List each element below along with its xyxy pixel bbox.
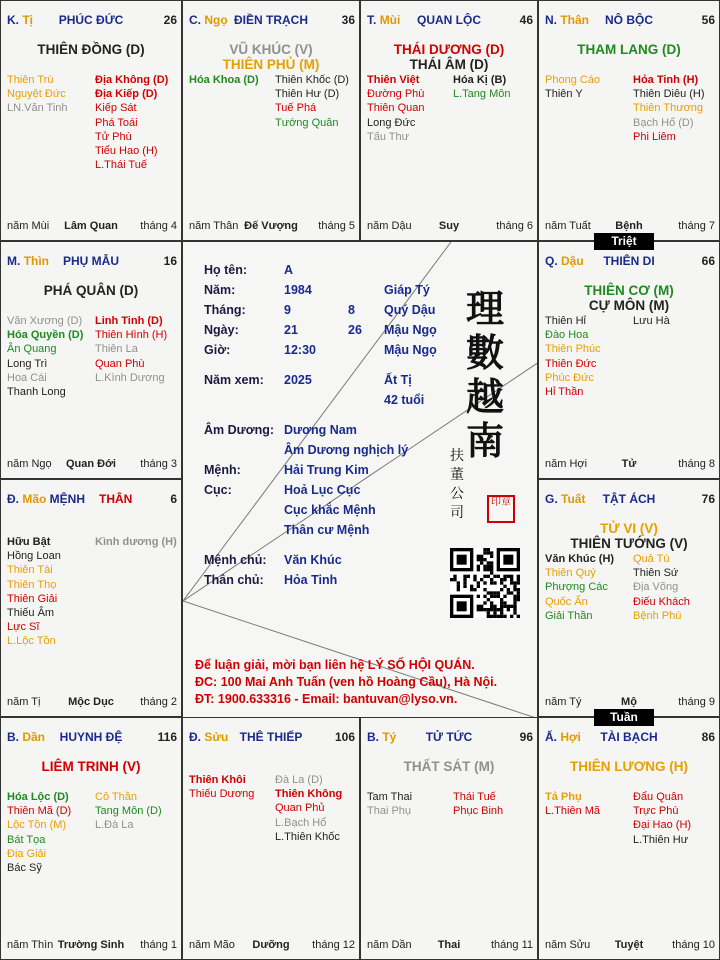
palace-name: THIÊN DI [603, 254, 655, 268]
major-star: THÁI DƯƠNG (D) [393, 42, 505, 57]
minor-star: Hóa Khoa (D) [189, 74, 259, 86]
palace-header [1, 13, 181, 29]
palace-cell[interactable] [182, 0, 360, 241]
calligraphy-small-text: 扶 董 公 司 [450, 448, 464, 521]
footer-year: năm Dậu [367, 220, 412, 232]
major-star: CỰ MÔN (M) [588, 298, 670, 313]
palace-footer [1, 696, 181, 710]
footer-year: năm Tị [7, 696, 41, 708]
minor-star: Thiên Hình (H) [95, 329, 168, 342]
minor-star: Đẩu Quân [633, 791, 684, 803]
minor-star: Lưu Hà [633, 315, 670, 327]
minor-star: Quả Tú [633, 553, 670, 565]
minor-star: Văn Khúc (H) [545, 553, 615, 565]
palace-age: 26 [163, 13, 177, 27]
palace-age: 86 [701, 730, 715, 744]
minor-star: Thiên Tài [7, 564, 53, 577]
ngay-am: 26 [348, 323, 362, 337]
nam-label: Năm: [204, 283, 236, 297]
palace-branch: T. Mùi [367, 13, 401, 27]
nam-value: 1984 [284, 283, 312, 297]
minor-star: Địa Giải [7, 847, 47, 860]
palace-age: 106 [334, 730, 355, 744]
footer-phase: Tử [621, 458, 637, 470]
minor-star: Bạch Hổ (D) [633, 116, 694, 129]
major-star: THIÊN TƯỚNG (V) [570, 536, 688, 551]
palace-cell[interactable] [182, 717, 360, 960]
minor-star: Thiên Thương [633, 102, 704, 115]
footer-phase: Mộ [621, 696, 637, 708]
major-star: VŨ KHÚC (V) [229, 42, 313, 57]
major-star: THIÊN PHỦ (M) [222, 57, 320, 72]
ngay-label: Ngày: [204, 323, 239, 337]
palace-cell[interactable] [360, 717, 538, 960]
footer-year: năm Tuất [545, 220, 591, 232]
palace-name: TẬT ÁCH [602, 492, 656, 506]
minor-star-column [367, 73, 424, 144]
palace-name: MỆNH THÂN [49, 492, 133, 506]
minor-star: Hỏa Tinh (H) [633, 74, 699, 86]
palace-cell[interactable] [0, 241, 182, 479]
minor-star: Thiên Quý [545, 567, 596, 580]
footer-month: tháng 6 [496, 220, 533, 232]
footer-month: tháng 12 [312, 939, 355, 951]
major-star: LIÊM TRINH (V) [41, 759, 141, 774]
minor-star-column [633, 73, 705, 144]
minor-star-column [633, 552, 690, 623]
minor-star: Tuế Phá [275, 102, 317, 115]
palace-header [539, 492, 719, 508]
minor-star: Thanh Long [7, 385, 66, 398]
minor-star: Quan Phủ [275, 802, 325, 815]
minor-star-column [189, 773, 254, 801]
am-duong-label: Âm Dương: [204, 423, 275, 437]
major-star: THẤT SÁT (M) [403, 759, 495, 774]
palace-footer [539, 458, 719, 472]
palace-footer [539, 220, 719, 234]
minor-star: Hóa Quyền (D) [7, 329, 84, 342]
palace-cell[interactable] [538, 479, 720, 717]
minor-star-column [633, 790, 691, 847]
palace-age: 96 [519, 730, 533, 744]
menh-value: Hải Trung Kim [284, 463, 369, 477]
palace-header [539, 254, 719, 270]
am-duong-value: Dương Nam [284, 423, 357, 437]
minor-star: Thiên Mã (D) [7, 805, 72, 818]
minor-star: Phượng Các [545, 581, 608, 594]
palace-name: PHỤ MẪU [63, 254, 119, 268]
footer-phase: Thai [437, 939, 461, 951]
minor-star: Hóa Lộc (D) [7, 791, 69, 803]
thang-can: Quý Dậu [384, 303, 436, 317]
major-star: THIÊN CƠ (M) [584, 283, 674, 298]
palace-age: 36 [341, 13, 355, 27]
minor-star: Thiên Phúc [545, 343, 601, 356]
minor-star: Đường Phù [367, 88, 425, 101]
ho-ten-value: A [284, 263, 294, 277]
minor-star: Địa Không (D) [95, 74, 169, 86]
minor-star-column [275, 73, 349, 130]
palace-name: NÔ BỘC [605, 13, 653, 27]
minor-star: Đại Hao (H) [633, 819, 692, 832]
minor-star: Phong Cáo [545, 74, 601, 86]
minor-star: Đào Hoa [545, 329, 589, 342]
palace-name: PHÚC ĐỨC [58, 13, 124, 27]
palace-header [361, 13, 537, 29]
palace-header [361, 730, 537, 746]
palace-branch: C. Ngọ [189, 13, 228, 27]
am-duong-note: Âm Dương nghịch lý [284, 443, 409, 457]
minor-star: Phá Toái [95, 116, 138, 129]
minor-star-column [545, 790, 600, 818]
palace-header [1, 254, 181, 270]
footer-month: tháng 4 [140, 220, 177, 232]
palace-footer [539, 696, 719, 710]
qr-code-icon[interactable] [450, 548, 520, 618]
footer-phase: Suy [438, 220, 460, 232]
palace-footer [1, 220, 181, 234]
minor-star: Văn Xương (D) [7, 315, 83, 327]
palace-header [183, 730, 359, 746]
ngay-value: 21 [284, 323, 298, 337]
minor-star: Đà La (D) [275, 774, 323, 786]
minor-star: Ân Quang [7, 343, 57, 356]
palace-name: THÊ THIẾP [239, 730, 303, 744]
footer-phase: Lâm Quan [64, 220, 118, 232]
footer-month: tháng 9 [678, 696, 715, 708]
minor-star: L.Kình Dương [95, 371, 165, 384]
palace-branch: N. Thân [545, 13, 590, 27]
palace-header [1, 492, 181, 508]
minor-star: Hóa Kị (B) [453, 74, 507, 86]
nam-xem-value: 2025 [284, 373, 312, 387]
minor-star: Quốc Ấn [545, 595, 588, 608]
minor-star: Địa Võng [633, 581, 679, 594]
minor-star-column [189, 73, 259, 87]
palace-age: 76 [701, 492, 715, 506]
footer-phase: Đế Vượng [244, 220, 298, 232]
palace-age: 116 [157, 730, 177, 744]
menh-chu-label: Mệnh chủ: [204, 553, 267, 567]
contact-phone-email[interactable]: ĐT: 1900.633316 - Email: bantuvan@lyso.vn. [195, 692, 458, 706]
ho-ten-label: Họ tên: [204, 263, 248, 277]
minor-star: Thiên Không [275, 788, 343, 801]
than-marker: THÂN [99, 492, 133, 506]
palace-branch: Đ. Sửu [189, 730, 229, 744]
minor-star: Bệnh Phù [633, 609, 682, 622]
palace-footer [183, 939, 359, 953]
minor-star: Thiên Khôi [189, 774, 246, 786]
footer-phase: Dưỡng [252, 939, 290, 951]
tuan-badge: Tuần [594, 709, 654, 726]
minor-star: Kình dương (H) [95, 536, 177, 548]
palace-name: HUYNH ĐỆ [59, 730, 123, 744]
footer-phase: Tuyệt [614, 939, 644, 951]
palace-footer [361, 939, 537, 953]
footer-phase: Quan Đới [66, 458, 116, 470]
footer-year: năm Mão [189, 939, 235, 951]
palace-cell[interactable] [538, 241, 720, 479]
minor-star: Linh Tinh (D) [95, 315, 163, 327]
gio-label: Giờ: [204, 343, 231, 357]
minor-star-column [545, 314, 601, 399]
footer-year: năm Mùi [7, 220, 50, 232]
minor-star: Thiên Sứ [633, 567, 679, 580]
major-star: THÁI ÂM (D) [409, 57, 489, 72]
minor-star: Thiên Diêu (H) [633, 88, 705, 101]
minor-star: L.Bạch Hổ [275, 816, 327, 829]
minor-star: Thiếu Âm [7, 606, 55, 619]
minor-star: Tử Phù [95, 130, 132, 143]
palace-cell[interactable] [0, 717, 182, 960]
minor-star: Tấu Thư [367, 130, 410, 143]
footer-month: tháng 5 [318, 220, 355, 232]
palace-branch: B. Dần [7, 730, 46, 744]
minor-star: Phục Binh [453, 805, 504, 818]
minor-star: Trực Phù [633, 805, 679, 818]
minor-star-column [7, 535, 61, 649]
nam-can: Giáp Tý [384, 283, 430, 297]
contact-address: ĐC: 100 Mai Anh Tuấn (ven hồ Hoàng Cầu), Hà Nội. [195, 675, 498, 689]
footer-year: năm Thìn [7, 939, 54, 951]
minor-star-column [453, 790, 503, 818]
than-cu-note: Thân cư Mệnh [284, 523, 370, 537]
palace-cell[interactable] [538, 0, 720, 241]
minor-star: Thiên Trù [7, 74, 54, 86]
palace-header [183, 13, 359, 29]
minor-star: Thiên La [95, 343, 138, 356]
footer-year: năm Sửu [545, 939, 591, 951]
minor-star-column [95, 73, 168, 172]
minor-star: L.Thiên Mã [545, 805, 601, 818]
minor-star: Bác Sỹ [7, 861, 42, 874]
minor-star: L.Thiên Khốc [275, 830, 340, 843]
footer-month: tháng 1 [140, 939, 177, 951]
minor-star: Kiếp Sát [95, 102, 137, 115]
cuc-label: Cục: [204, 483, 232, 497]
palace-name: ĐIỀN TRẠCH [234, 13, 308, 27]
tuoi-value: 42 tuổi [384, 393, 425, 407]
than-chu-label: Thân chủ: [204, 573, 264, 587]
footer-phase: Trường Sinh [57, 939, 125, 951]
than-chu-value: Hỏa Tinh [284, 573, 338, 587]
minor-star: Điếu Khách [633, 595, 690, 608]
minor-star: Thiên Giải [7, 592, 58, 605]
red-seal-stamp: 印章 [487, 495, 515, 523]
minor-star: L.Thái Tuế [95, 159, 147, 172]
minor-star-column [95, 535, 177, 549]
minor-star: Thiên Đức [545, 357, 597, 370]
minor-star: L.Lộc Tồn [7, 635, 56, 648]
major-star: THAM LANG (D) [577, 42, 681, 57]
minor-star: Long Đức [367, 116, 416, 129]
footer-month: tháng 2 [140, 696, 177, 708]
palace-branch: Đ. Mão [7, 492, 47, 506]
palace-footer [183, 220, 359, 234]
minor-star: Tang Môn (D) [95, 805, 162, 818]
palace-header [539, 730, 719, 746]
minor-star: L.Đà La [95, 819, 134, 832]
minor-star: Hỉ Thần [545, 385, 584, 398]
minor-star-column [367, 790, 412, 818]
palace-name: TỬ TỨC [425, 730, 473, 744]
minor-star: L.Thiên Hư [633, 833, 689, 846]
minor-star: Tam Thai [367, 791, 413, 803]
thang-value: 9 [284, 303, 291, 317]
footer-year: năm Hợi [545, 458, 588, 470]
minor-star: Thai Phụ [367, 805, 412, 818]
minor-star: Nguyệt Đức [7, 88, 66, 101]
menh-label: Mệnh: [204, 463, 241, 477]
minor-star: Tả Phụ [545, 791, 582, 803]
footer-year: năm Tý [545, 696, 582, 708]
minor-star-column [545, 73, 600, 101]
minor-star: Thiên Khốc (D) [275, 74, 349, 86]
minor-star: Phúc Đức [545, 371, 594, 384]
minor-star: LN.Văn Tinh [7, 102, 68, 115]
thang-am: 8 [348, 303, 355, 317]
minor-star: Thiên Hư (D) [275, 88, 340, 101]
ngay-can: Mậu Ngọ [384, 323, 437, 337]
gio-can: Mậu Ngọ [384, 343, 437, 357]
minor-star: Quan Phù [95, 357, 145, 370]
minor-star: Thiếu Dương [189, 788, 255, 801]
footer-month: tháng 3 [140, 458, 177, 470]
triet-badge: Triệt [594, 233, 654, 250]
palace-age: 66 [701, 254, 715, 268]
palace-footer [1, 939, 181, 953]
minor-star-column [95, 790, 162, 833]
minor-star: Thiên Hỉ [545, 315, 586, 327]
minor-star: Long Trì [7, 357, 48, 370]
minor-star: Hồng Loan [7, 550, 61, 563]
minor-star: Thiên Quan [367, 102, 425, 115]
minor-star: Thiên Thọ [7, 578, 57, 591]
palace-age: 6 [170, 492, 177, 506]
minor-star: Lực Sĩ [7, 621, 40, 634]
major-star: TỬ VI (V) [600, 521, 658, 536]
palace-cell[interactable] [0, 0, 182, 241]
major-star: THIÊN LƯƠNG (H) [570, 759, 688, 774]
footer-month: tháng 10 [672, 939, 715, 951]
palace-branch: B. Tý [367, 730, 397, 744]
footer-year: năm Dần [367, 939, 412, 951]
minor-star: Hữu Bật [7, 536, 51, 548]
palace-header [1, 730, 181, 746]
palace-cell[interactable] [538, 717, 720, 960]
palace-name: TÀI BẠCH [600, 730, 658, 744]
footer-month: tháng 8 [678, 458, 715, 470]
minor-star: Phi Liêm [633, 130, 676, 143]
major-star: PHÁ QUÂN (D) [43, 283, 139, 298]
minor-star-column [633, 314, 670, 328]
footer-year: năm Thân [189, 220, 239, 232]
footer-month: tháng 11 [490, 939, 533, 951]
palace-branch: G. Tuất [545, 492, 586, 506]
minor-star: Tiểu Hao (H) [95, 144, 158, 157]
minor-star: Bát Tọa [7, 833, 46, 846]
footer-phase: Bệnh [615, 220, 643, 232]
minor-star: L.Tang Môn [453, 88, 511, 101]
palace-footer [361, 220, 537, 234]
palace-cell[interactable] [360, 0, 538, 241]
minor-star: Thái Tuế [453, 791, 496, 803]
minor-star: Hoa Cái [7, 371, 47, 384]
palace-name: QUAN LỘC [417, 13, 481, 27]
minor-star-column [7, 73, 68, 116]
minor-star: Cô Thần [95, 791, 137, 803]
calligraphy-logo: 理 數 越 南 [465, 286, 504, 463]
palace-age: 16 [163, 254, 177, 268]
palace-branch: Ấ. Hợi [545, 730, 581, 744]
palace-cell[interactable] [0, 479, 182, 717]
minor-star-column [545, 552, 614, 623]
minor-star-column [453, 73, 510, 101]
palace-age: 46 [519, 13, 533, 27]
minor-star: Địa Kiếp (D) [95, 88, 158, 101]
minor-star: Thiên Việt [367, 74, 420, 86]
footer-year: năm Ngọ [7, 458, 52, 470]
cuc-note: Cục khắc Mệnh [284, 503, 376, 517]
footer-month: tháng 7 [678, 220, 715, 232]
minor-star: Giải Thần [545, 609, 593, 622]
footer-phase: Mộc Dục [68, 696, 114, 708]
minor-star-column [275, 773, 342, 844]
minor-star: Tướng Quân [275, 116, 339, 129]
menh-chu-value: Văn Khúc [284, 553, 342, 567]
palace-branch: K. Tị [7, 13, 34, 27]
minor-star-column [7, 314, 83, 399]
major-star: THIÊN ĐỒNG (D) [37, 42, 145, 57]
palace-footer [1, 458, 181, 472]
nam-xem-label: Năm xem: [204, 373, 264, 387]
palace-header [539, 13, 719, 29]
nam-xem-can: Ất Tị [384, 373, 412, 387]
minor-star-column [95, 314, 167, 385]
palace-footer [539, 939, 719, 953]
minor-star-column [7, 790, 71, 875]
cuc-value: Hoả Lục Cục [284, 483, 361, 497]
palace-branch: Q. Dậu [545, 254, 584, 268]
contact-line-1: Để luận giải, mời bạn liên hệ LÝ SỐ HỘI QUÁN. [195, 658, 475, 672]
palace-branch: M. Thìn [7, 254, 50, 268]
gio-value: 12:30 [284, 343, 316, 357]
thang-label: Tháng: [204, 303, 246, 317]
minor-star: Thiên Y [545, 88, 583, 101]
palace-age: 56 [701, 13, 715, 27]
minor-star: Lộc Tồn (M) [7, 819, 67, 832]
